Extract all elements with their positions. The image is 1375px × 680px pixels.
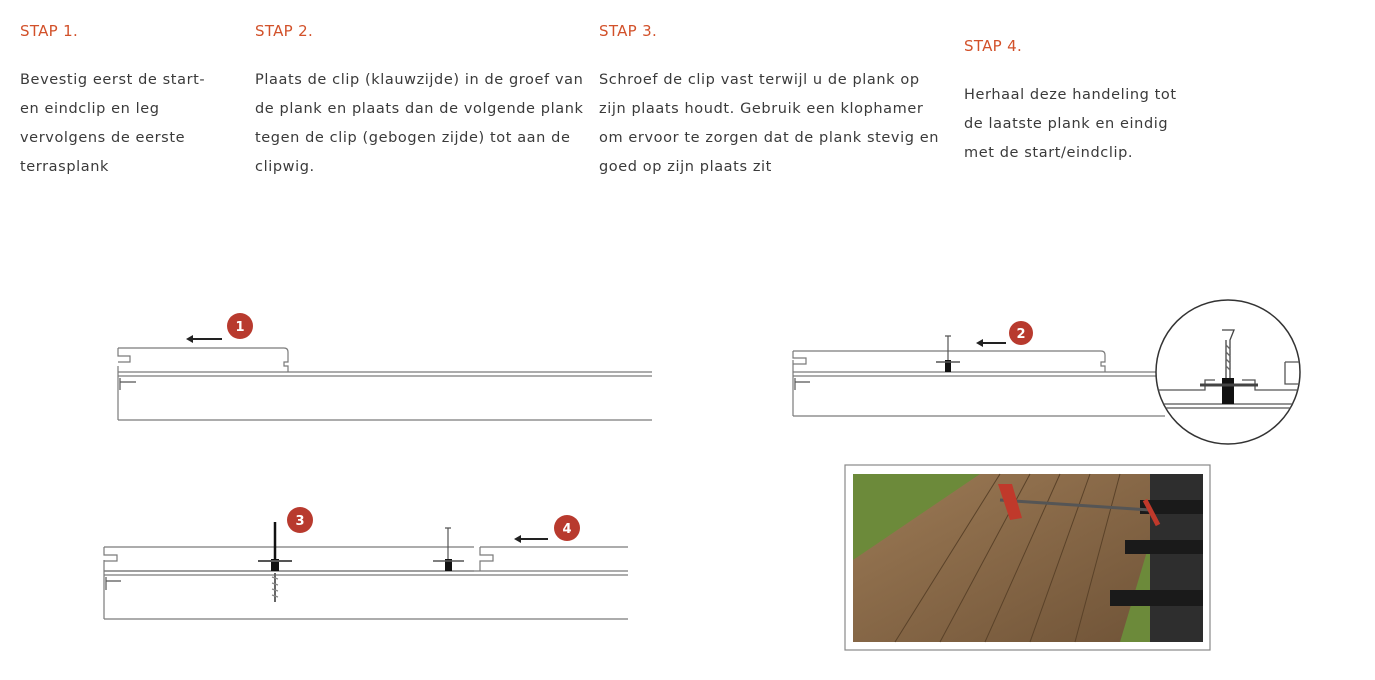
step-4-text: Herhaal deze handeling tot de laatste plank en eindig met de start/eindclip. [964, 87, 1177, 161]
diagram-step-1 [118, 335, 652, 420]
base-board [104, 560, 628, 619]
marker-3 [287, 507, 313, 533]
step-1-text: Bevestig eerst de start- en eindclip en leg vervolgens de eerste terrasplank [20, 72, 206, 175]
marker-2-label: 2 [1016, 327, 1026, 342]
new-board [480, 547, 628, 571]
top-board [118, 348, 288, 372]
step-3-text: Schroef de clip vast terwijl u de plank op zijn plaats houdt. Gebruik een klophamer om ervoor te zorgen dat de plank stevig en goed op zijn plaats zit [599, 72, 940, 175]
screw-through [258, 522, 292, 602]
marker-2 [1009, 321, 1033, 345]
base-board [793, 360, 1165, 416]
step-1-title: STAP 1. [20, 22, 79, 40]
magnifier-detail [1150, 300, 1310, 444]
step-2-text: Plaats de clip (klauwzijde) in de groef van de plank en plaats dan de volgende plank tegen de clip (gebogen zijde) tot aan de clipwig. [255, 72, 584, 175]
marker-1-label: 1 [235, 320, 245, 335]
start-clip [106, 577, 121, 590]
marker-4 [554, 515, 580, 541]
marker-1 [227, 313, 253, 339]
marker-3-label: 3 [295, 514, 305, 529]
start-clip [795, 378, 810, 390]
decking-photo [845, 465, 1210, 650]
base-board [118, 366, 652, 420]
start-clip [120, 378, 136, 390]
middle-board [104, 547, 474, 571]
clip-screw [936, 336, 960, 372]
diagram-step-3 [104, 522, 628, 619]
diagram-step-2 [793, 336, 1165, 416]
clip-screw [433, 528, 464, 571]
marker-4-label: 4 [562, 522, 572, 537]
step-4-title: STAP 4. [964, 37, 1023, 55]
step-3-title: STAP 3. [599, 22, 658, 40]
step-2-title: STAP 2. [255, 22, 314, 40]
